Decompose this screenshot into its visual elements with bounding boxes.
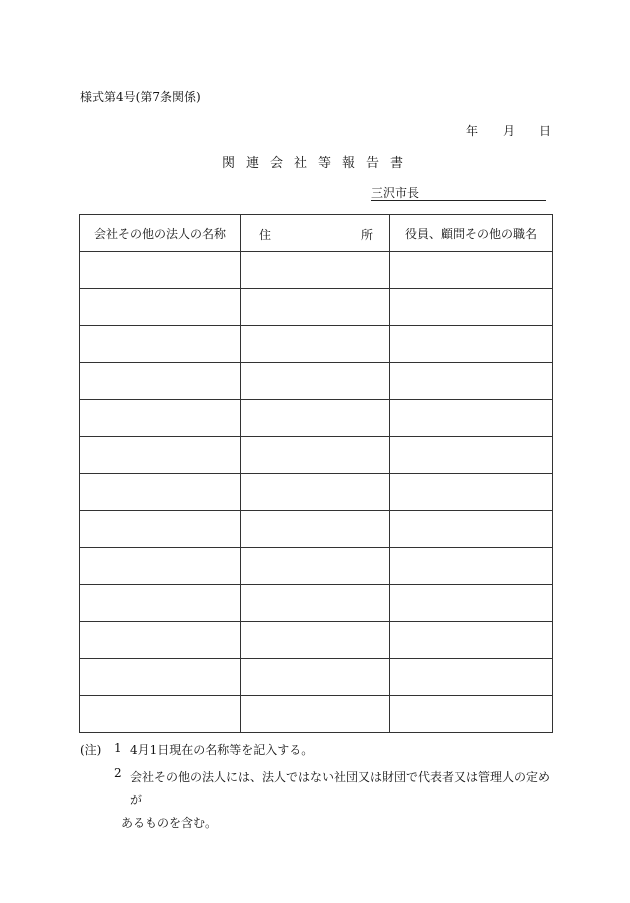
cell-company-name[interactable] <box>80 548 241 585</box>
table-row <box>80 363 553 400</box>
cell-company-name[interactable] <box>80 400 241 437</box>
cell-address[interactable] <box>241 400 390 437</box>
cell-role[interactable] <box>390 400 553 437</box>
header-company-name: 会社その他の法人の名称 <box>80 215 241 252</box>
note-number: 1 <box>114 741 122 755</box>
cell-role[interactable] <box>390 511 553 548</box>
table-row <box>80 474 553 511</box>
note-text-line1: 会社その他の法人には、法人ではない社団又は財団で代表者又は管理人の定めが <box>130 770 551 807</box>
cell-address[interactable] <box>241 326 390 363</box>
cell-address[interactable] <box>241 511 390 548</box>
table-row <box>80 548 553 585</box>
cell-address[interactable] <box>241 548 390 585</box>
cell-company-name[interactable] <box>80 326 241 363</box>
table-row <box>80 289 553 326</box>
note-text <box>121 766 560 835</box>
cell-address[interactable] <box>241 437 390 474</box>
cell-role[interactable] <box>390 363 553 400</box>
date-month-label: 月 <box>503 124 516 138</box>
cell-company-name[interactable] <box>80 252 241 289</box>
cell-company-name[interactable] <box>80 659 241 696</box>
cell-role[interactable] <box>390 585 553 622</box>
table-row <box>80 622 553 659</box>
table-row <box>80 437 553 474</box>
cell-address[interactable] <box>241 622 390 659</box>
cell-role[interactable] <box>390 437 553 474</box>
document-title: 関連会社等報告書 <box>221 156 414 171</box>
cell-company-name[interactable] <box>80 511 241 548</box>
table-row <box>80 252 553 289</box>
header-address-part1: 住 <box>259 228 272 242</box>
table-row <box>80 326 553 363</box>
cell-role[interactable] <box>390 659 553 696</box>
cell-company-name[interactable] <box>80 437 241 474</box>
table-row <box>80 585 553 622</box>
cell-address[interactable] <box>241 585 390 622</box>
cell-company-name[interactable] <box>80 622 241 659</box>
date-year-label: 年 <box>466 124 479 138</box>
cell-role[interactable] <box>390 696 553 733</box>
cell-role[interactable] <box>390 622 553 659</box>
date-day-label: 日 <box>539 124 552 138</box>
cell-role[interactable] <box>390 326 553 363</box>
table-row <box>80 400 553 437</box>
cell-address[interactable] <box>241 696 390 733</box>
cell-company-name[interactable] <box>80 585 241 622</box>
header-address-part2: 所 <box>360 228 373 242</box>
addressee: 三沢市長 <box>371 184 546 201</box>
note-text-line2: あるものを含む。 <box>121 816 218 830</box>
cell-role[interactable] <box>390 474 553 511</box>
table-row <box>80 696 553 733</box>
notes-head: (注) <box>80 743 102 757</box>
note-number: 2 <box>114 766 122 780</box>
cell-company-name[interactable] <box>80 474 241 511</box>
cell-address[interactable] <box>241 289 390 326</box>
note-text: 4月1日現在の名称等を記入する。 <box>130 743 314 757</box>
cell-role[interactable] <box>390 548 553 585</box>
header-role: 役員、顧問その他の職名 <box>390 215 553 252</box>
cell-address[interactable] <box>241 363 390 400</box>
cell-company-name[interactable] <box>80 363 241 400</box>
cell-role[interactable] <box>390 252 553 289</box>
cell-company-name[interactable] <box>80 696 241 733</box>
cell-address[interactable] <box>241 474 390 511</box>
table-body <box>80 252 553 733</box>
cell-company-name[interactable] <box>80 289 241 326</box>
cell-address[interactable] <box>241 252 390 289</box>
form-number: 様式第4号(第7条関係) <box>80 90 201 104</box>
table-row <box>80 511 553 548</box>
table-header-row <box>80 215 553 252</box>
table-row <box>80 659 553 696</box>
related-company-table <box>79 214 553 733</box>
cell-role[interactable] <box>390 289 553 326</box>
header-address <box>241 215 390 252</box>
cell-address[interactable] <box>241 659 390 696</box>
